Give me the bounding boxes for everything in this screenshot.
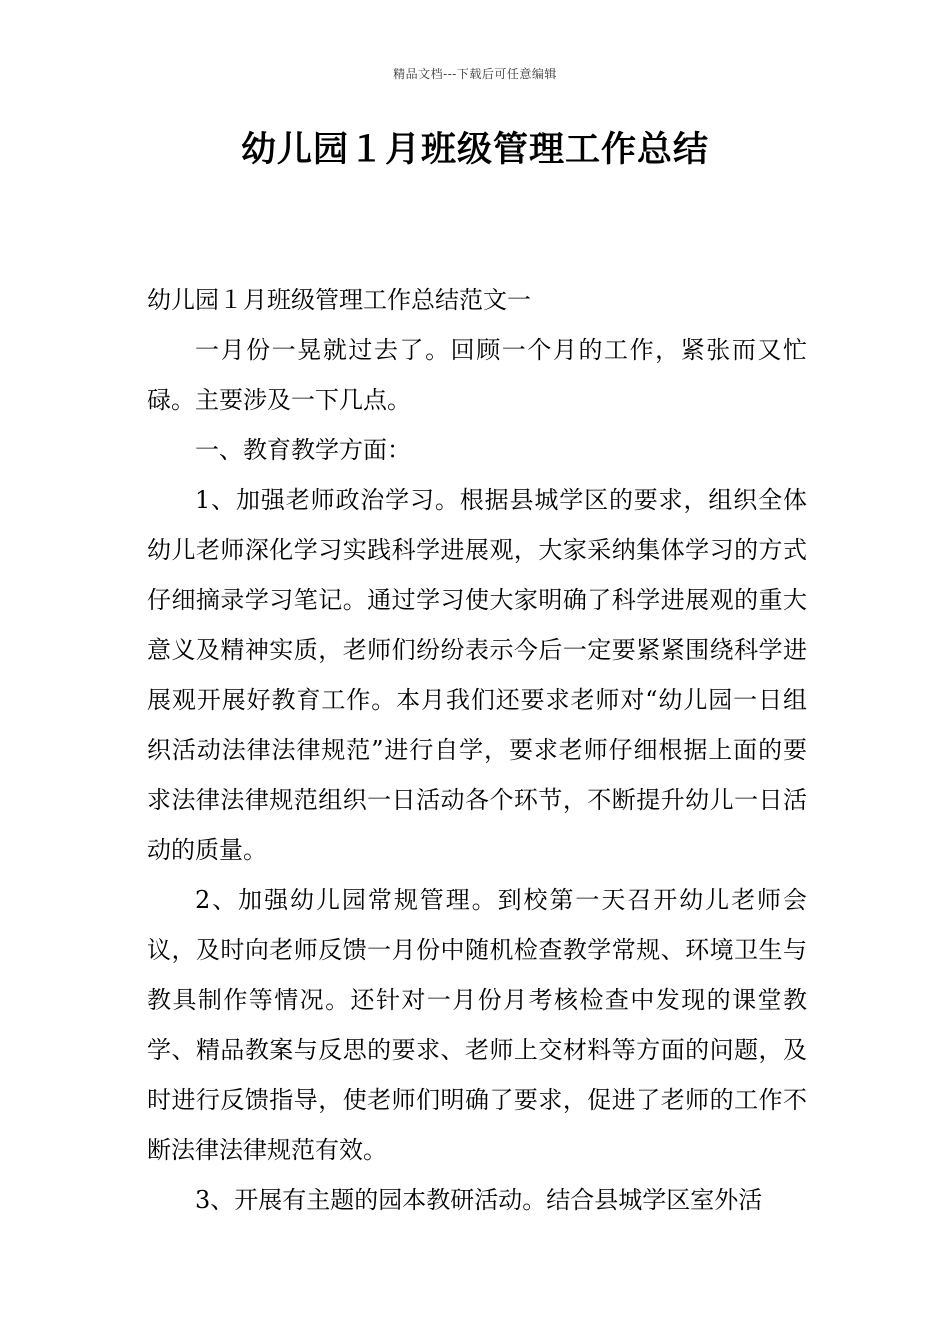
page-title: 幼儿园１月班级管理工作总结 bbox=[240, 130, 709, 170]
paragraph: 一月份一晃就过去了。回顾一个月的工作，紧张而又忙碌。主要涉及一下几点。 bbox=[147, 336, 807, 414]
section-subtitle: 幼儿园１月班级管理工作总结范文一 bbox=[147, 286, 531, 314]
paragraph: 1、加强老师政治学习。根据县城学区的要求，组织全体幼儿老师深化学习实践科学进展观，大家采纳集体学习的方式仔细摘录学习笔记。通过学习使大家明确了科学进展观的重大意义及精神实质，老师们纷纷表示今后一定要紧紧围绕科学进展观开展好教育工作。本月我们还要求老师对“幼儿园一日组织活动法律法律规范”进行自学，要求老师仔细根据上面的要求法律法律规范组织一日活动各个环节，不断提升幼儿一日活动的质量。 bbox=[147, 486, 807, 864]
paragraph: 2、加强幼儿园常规管理。到校第一天召开幼儿老师会议，及时向老师反馈一月份中随机检查教学常规、环境卫生与教具制作等情况。还针对一月份月考核检查中发现的课堂教学、精品教案与反思的要求、老师上交材料等方面的问题，及时进行反馈指导，使老师们明确了要求，促进了老师的工作不断法律法律规范有效。 bbox=[147, 886, 807, 1164]
paragraph: 3、开展有主题的园本教研活动。结合县城学区室外活 bbox=[195, 1186, 763, 1214]
section-heading: 一、教育教学方面： bbox=[195, 436, 411, 464]
document-body bbox=[147, 275, 807, 1225]
header-note: 精品文档---下载后可任意编辑 bbox=[393, 67, 557, 81]
